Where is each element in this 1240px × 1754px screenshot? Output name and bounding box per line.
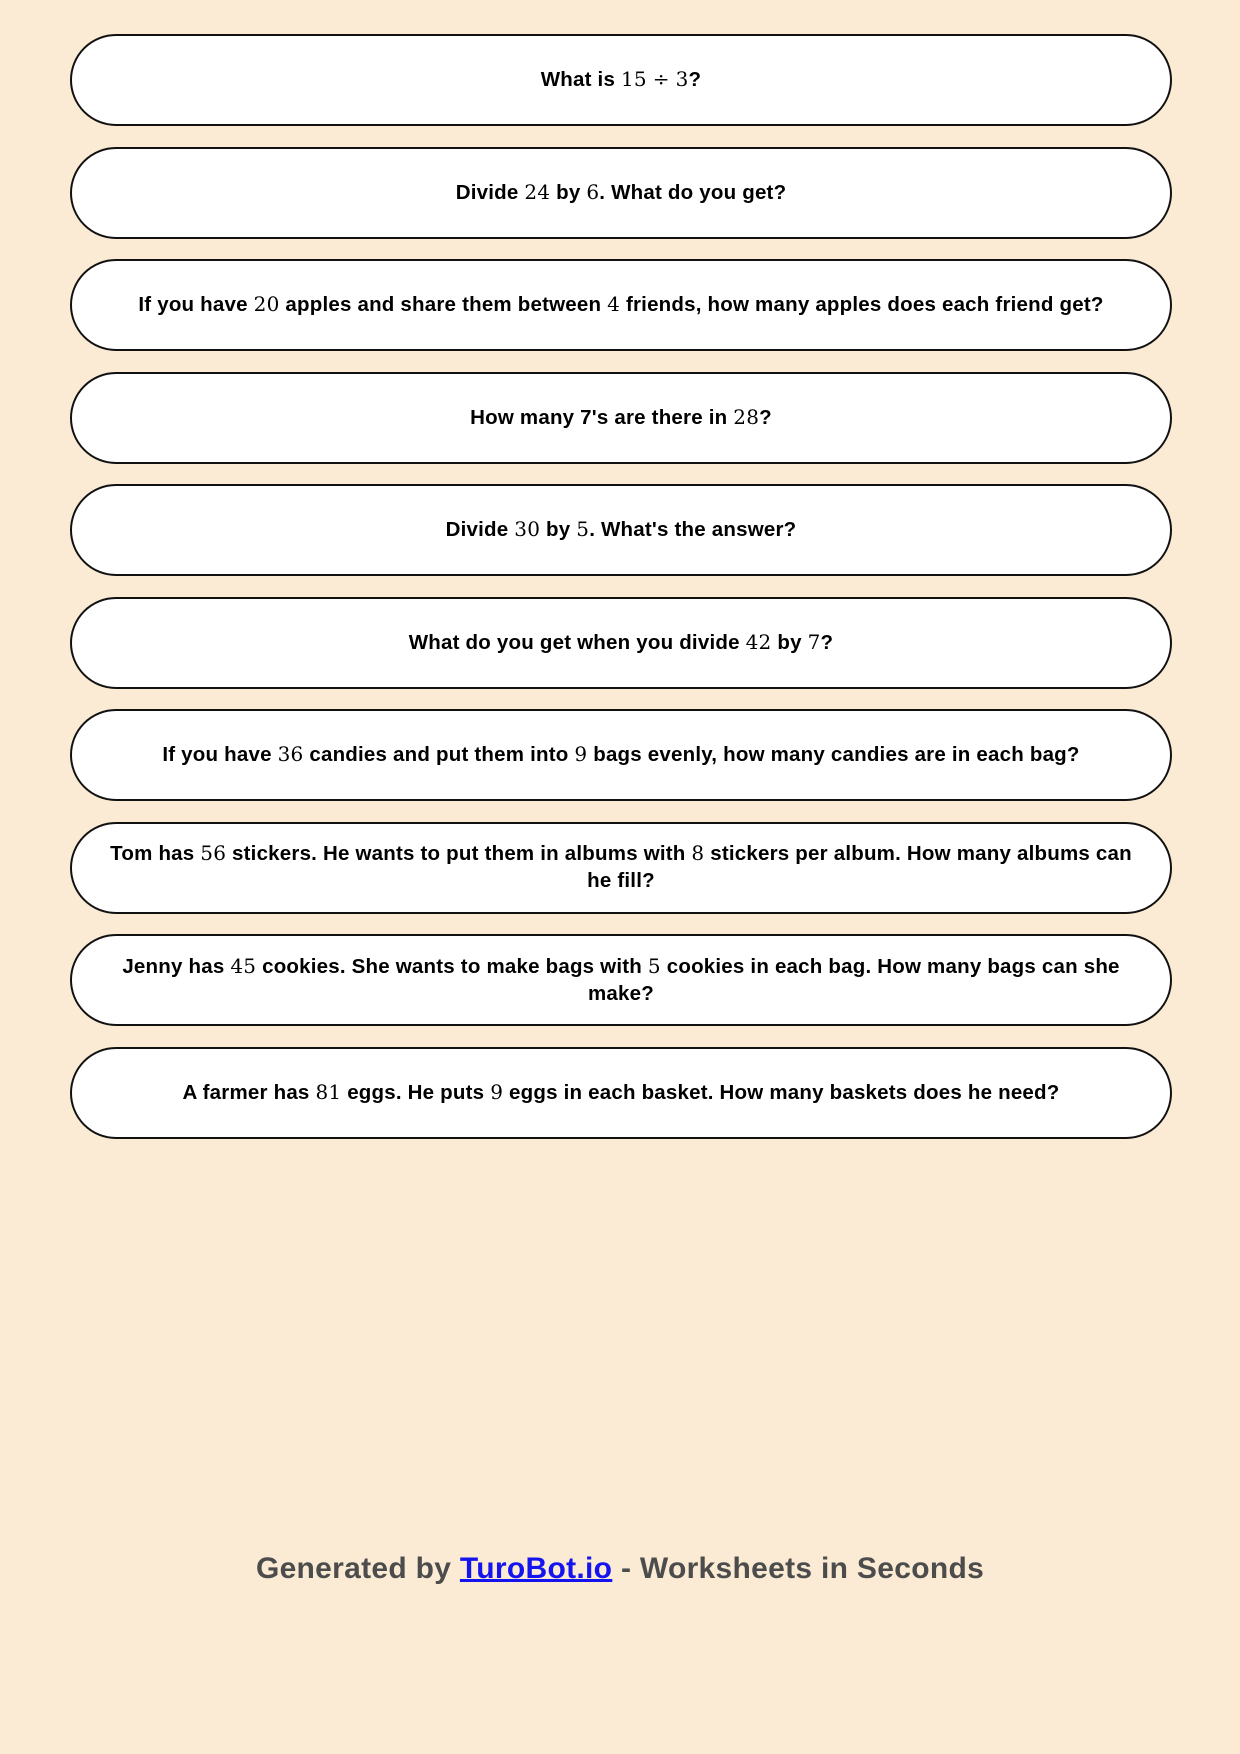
footer-credit-line — [0, 1552, 1240, 1586]
question-word-token: stickers. He wants to put them in albums with — [226, 842, 692, 866]
question-word-token: cookies. She wants to make bags with — [256, 954, 648, 978]
question-word-token: eggs. He puts — [341, 1080, 491, 1104]
question-word-token: ? — [688, 68, 702, 92]
question-card — [70, 597, 1172, 689]
question-word-token: Jenny has — [122, 954, 231, 978]
question-number-token: 81 — [315, 1079, 342, 1104]
question-number-token: 6 — [586, 179, 600, 204]
question-number-token: 30 — [514, 517, 541, 542]
question-word-token: How many 7's are there in — [470, 405, 734, 429]
question-word-token: What do you get when you divide — [408, 630, 746, 654]
question-word-token: If you have — [162, 743, 278, 767]
question-text — [106, 953, 1136, 1008]
question-number-token: 7 — [807, 629, 821, 654]
question-text — [106, 840, 1136, 895]
question-card — [70, 147, 1172, 239]
question-word-token: Divide — [455, 180, 525, 204]
question-word-token: by — [771, 630, 808, 654]
question-number-token: 28 — [733, 404, 760, 429]
question-word-token: stickers per album. How many albums can he fill? — [587, 842, 1132, 892]
question-word-token: cookies in each bag. How many bags can she make? — [588, 954, 1120, 1005]
question-word-token: A farmer has — [182, 1080, 316, 1104]
footer-suffix: - Worksheets in Seconds — [612, 1552, 985, 1585]
question-text — [106, 404, 1136, 432]
question-word-token: If you have — [138, 293, 254, 317]
question-text — [106, 179, 1136, 207]
question-word-token: friends, how many apples does each friend get? — [620, 293, 1104, 317]
question-number-token: 5 — [647, 953, 661, 978]
question-word-token: . What's the answer? — [589, 518, 797, 542]
question-word-token: What is — [540, 68, 621, 92]
question-word-token: apples and share them between — [279, 293, 608, 317]
question-text — [106, 1079, 1136, 1107]
question-list — [0, 34, 1240, 1139]
question-number-token: 3 — [675, 67, 689, 92]
question-card — [70, 822, 1172, 914]
question-number-token: 56 — [200, 841, 227, 866]
question-number-token: 20 — [253, 292, 280, 317]
question-number-token: ÷ — [652, 67, 670, 92]
question-card — [70, 34, 1172, 126]
question-word-token: eggs in each basket. How many baskets does he need? — [503, 1080, 1060, 1104]
question-card — [70, 484, 1172, 576]
question-number-token: 36 — [277, 742, 304, 767]
question-card — [70, 372, 1172, 464]
question-text — [106, 291, 1136, 319]
question-number-token: 9 — [574, 742, 588, 767]
question-number-token: 24 — [524, 179, 551, 204]
question-word-token: Tom has — [110, 842, 201, 866]
page-footer — [0, 1552, 1240, 1754]
page-spacer — [0, 1139, 1240, 1553]
question-card — [70, 709, 1172, 801]
question-card — [70, 259, 1172, 351]
question-card — [70, 934, 1172, 1026]
question-number-token: 4 — [607, 292, 621, 317]
question-text — [106, 66, 1136, 94]
question-word-token: ? — [759, 405, 772, 429]
question-word-token: . What do you get? — [599, 180, 787, 204]
question-number-token: 9 — [490, 1079, 504, 1104]
question-number-token: 15 — [620, 67, 647, 92]
question-number-token: 8 — [691, 841, 705, 866]
question-word-token: candies and put them into — [303, 743, 575, 767]
question-number-token: 42 — [745, 629, 772, 654]
question-word-token: bags evenly, how many candies are in each bag? — [587, 743, 1080, 767]
question-word-token: by — [540, 518, 577, 542]
question-number-token: 5 — [576, 517, 590, 542]
question-card — [70, 1047, 1172, 1139]
question-number-token: 45 — [230, 953, 257, 978]
question-text — [106, 741, 1136, 769]
question-word-token: ? — [820, 630, 834, 654]
question-word-token: Divide — [445, 518, 515, 542]
footer-prefix: Generated by — [255, 1552, 460, 1585]
question-text — [106, 516, 1136, 544]
question-text — [106, 629, 1136, 657]
question-word-token: by — [550, 180, 587, 204]
turobot-link[interactable]: TuroBot.io — [459, 1552, 613, 1585]
